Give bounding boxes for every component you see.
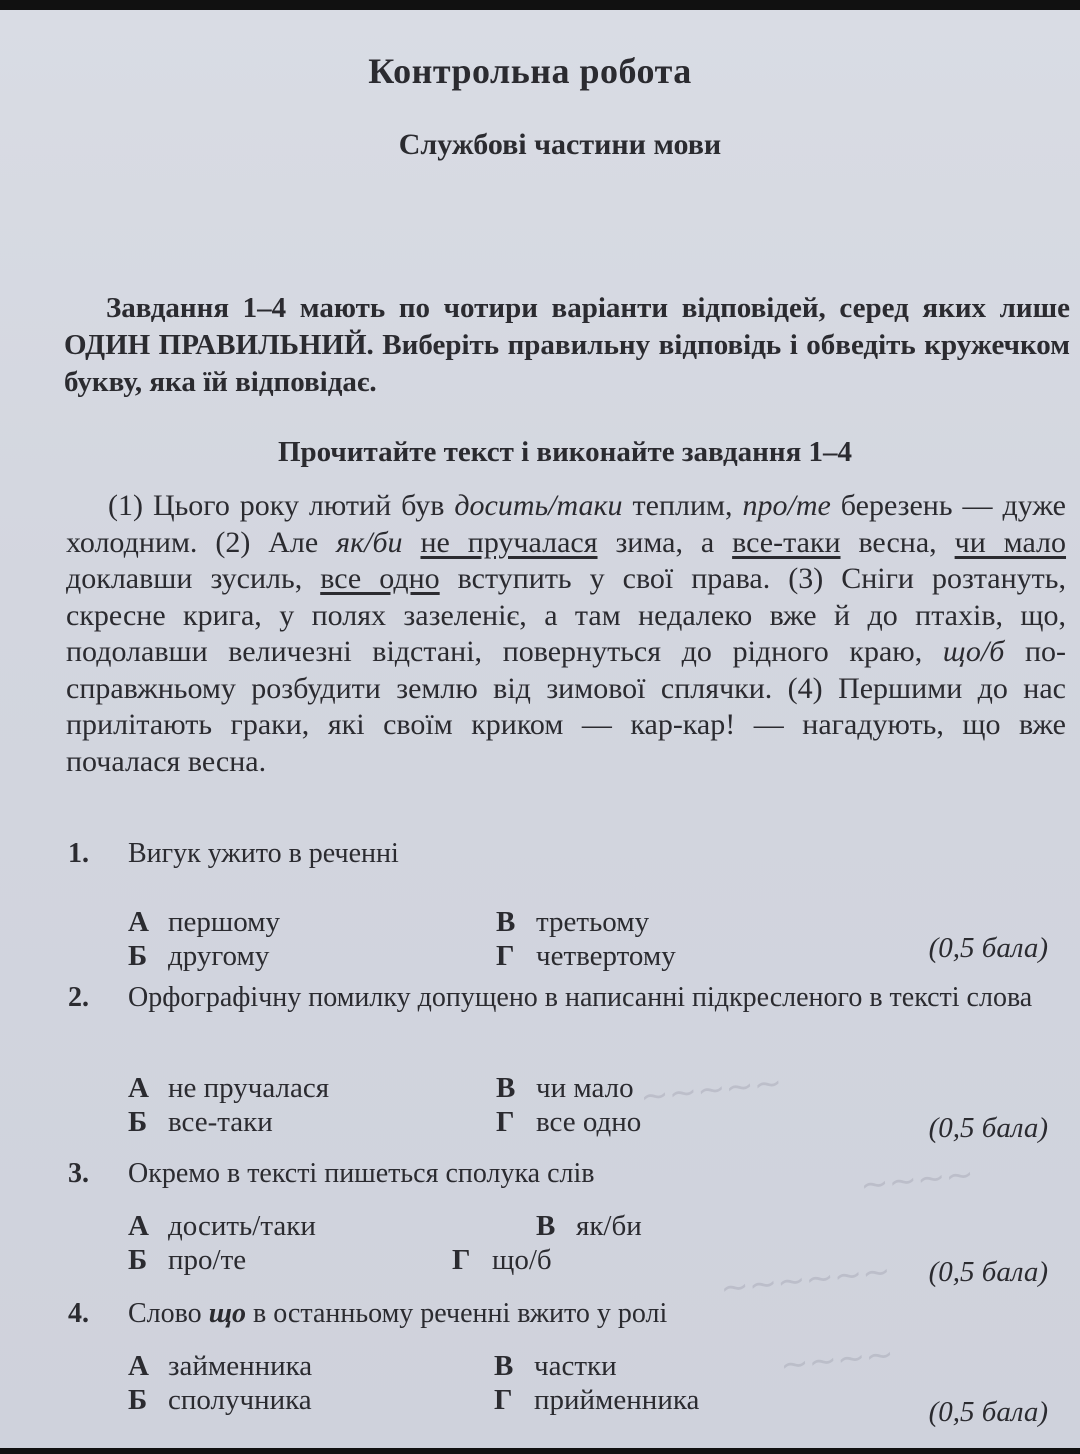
question-text: що xyxy=(208,1298,247,1329)
pencil-scribble: ~~~~~~ xyxy=(718,1251,893,1309)
answer-option-Г[interactable] xyxy=(496,1106,641,1139)
answer-option-А[interactable] xyxy=(128,906,280,939)
option-letter: В xyxy=(496,1072,516,1104)
underlined-word: не пручалася xyxy=(420,525,598,559)
task-question xyxy=(128,1298,1058,1330)
option-text: першому xyxy=(168,906,281,938)
option-letter: В xyxy=(536,1210,556,1242)
underlined-word: чи мало xyxy=(954,525,1067,559)
option-text: прийменника xyxy=(534,1384,700,1416)
question-text: Вигук ужито в реченні xyxy=(128,838,399,869)
italic-word: досить/таки xyxy=(454,489,623,522)
option-letter: Г xyxy=(496,940,515,972)
option-text: частки xyxy=(534,1350,617,1382)
task-points: (0,5 бала) xyxy=(928,1256,1048,1288)
passage-text xyxy=(403,526,421,559)
option-text: чи мало xyxy=(536,1072,634,1104)
option-text: все-таки xyxy=(168,1106,273,1138)
answer-option-В[interactable] xyxy=(496,906,649,939)
question-text: Окремо в тексті пишеться сполука слів xyxy=(128,1158,595,1189)
underlined-word: все-таки xyxy=(732,525,841,559)
option-text: як/би xyxy=(576,1210,642,1242)
task-2 xyxy=(68,982,1058,1152)
option-letter: Б xyxy=(128,1384,148,1416)
answer-option-Г[interactable] xyxy=(452,1244,552,1277)
answer-option-Г[interactable] xyxy=(494,1384,699,1417)
option-text: займенника xyxy=(168,1350,313,1382)
option-text: все одно xyxy=(536,1106,642,1138)
task-question xyxy=(128,982,1058,1014)
passage-text: зима, а xyxy=(597,525,733,559)
option-letter: В xyxy=(494,1350,514,1382)
answer-option-Б[interactable] xyxy=(128,1384,312,1417)
option-text: не пручалася xyxy=(168,1072,330,1104)
option-letter: В xyxy=(496,906,516,938)
task-number: 4. xyxy=(68,1298,89,1329)
passage-text: (1) Цього року лютий був xyxy=(108,489,455,522)
answer-option-А[interactable] xyxy=(128,1072,329,1105)
option-text: про/те xyxy=(168,1244,247,1276)
reading-heading: Прочитайте текст і виконайте завдання 1–4 xyxy=(277,436,853,468)
task-1 xyxy=(68,838,1058,972)
question-text: Орфографічну помилку допущено в написанні підкресленого в тексті слова xyxy=(128,982,1033,1013)
pencil-scribble: ~~~~ xyxy=(858,1154,976,1206)
answer-option-Б[interactable] xyxy=(128,1244,246,1277)
task-points: (0,5 бала) xyxy=(928,1112,1048,1144)
answer-option-В[interactable] xyxy=(496,1072,634,1105)
option-letter: А xyxy=(128,906,149,938)
reading-passage xyxy=(66,488,1066,780)
task-number: 3. xyxy=(68,1158,89,1189)
task-points: (0,5 бала) xyxy=(928,932,1048,964)
passage-text: доклавши зусиль, xyxy=(66,562,321,595)
option-text: четвертому xyxy=(536,940,676,972)
option-letter: Г xyxy=(494,1384,513,1416)
page-subtitle: Службові частини мови xyxy=(398,128,722,161)
answer-option-А[interactable] xyxy=(128,1350,312,1383)
task-number: 1. xyxy=(68,838,89,869)
option-text: що/б xyxy=(492,1244,552,1276)
passage-text: вступить у свої права. (3) Сніги розтануть, скресне крига, у полях зазеленіє, а там недалеко вже й до птахів, що, подолавши величезні відстані, повернуться до рідного краю, xyxy=(66,562,1066,668)
task-points: (0,5 бала) xyxy=(928,1396,1048,1428)
page-title: Контрольна робота xyxy=(368,51,692,91)
instructions-paragraph: Завдання 1–4 мають по чотири варіанти відповідей, серед яких лише ОДИН ПРАВИЛЬНИЙ. Виберіть правильну відповідь і обведіть кружечком букву, яка їй відповідає. xyxy=(64,292,1070,398)
task-4 xyxy=(68,1298,1058,1436)
passage-text: теплим, xyxy=(622,489,743,522)
option-letter: Б xyxy=(128,1244,148,1276)
option-letter: А xyxy=(128,1072,149,1104)
option-letter: Б xyxy=(128,1106,148,1138)
question-text: Слово xyxy=(128,1298,209,1329)
answer-option-Б[interactable] xyxy=(128,1106,273,1139)
pencil-scribble: ~~~~~ xyxy=(638,1062,785,1118)
option-letter: А xyxy=(128,1210,149,1242)
italic-word: що/б xyxy=(942,635,1005,668)
pencil-scribble: ~~~~ xyxy=(778,1334,896,1386)
passage-text: по-справжньому розбудити землю від зимової сплячки. (4) Першими до нас прилітають граки, які своїм криком — кар-кар! — нагадують, що вже почалася весна. xyxy=(66,635,1066,778)
italic-word: про/те xyxy=(742,489,831,522)
underlined-word: все одно xyxy=(320,562,440,595)
option-letter: Г xyxy=(496,1106,515,1138)
option-text: третьому xyxy=(536,906,650,938)
passage-text: березень — дуже холодним. (2) Але xyxy=(66,489,1066,559)
option-text: досить/таки xyxy=(168,1210,316,1242)
worksheet-page xyxy=(0,10,1080,1448)
answer-option-Б[interactable] xyxy=(128,940,269,973)
answer-option-Г[interactable] xyxy=(496,940,676,973)
option-text: другому xyxy=(168,940,270,972)
option-text: сполучника xyxy=(168,1384,312,1416)
task-question xyxy=(128,1158,1058,1190)
option-letter: Б xyxy=(128,940,148,972)
option-letter: Г xyxy=(452,1244,471,1276)
task-3 xyxy=(68,1158,1058,1296)
passage-text: весна, xyxy=(840,525,955,559)
task-question xyxy=(128,838,1058,870)
answer-option-В[interactable] xyxy=(494,1350,617,1383)
question-text: в останньому реченні вжито у ролі xyxy=(246,1298,668,1329)
option-letter: А xyxy=(128,1350,149,1382)
task-number: 2. xyxy=(68,982,89,1013)
answer-option-В[interactable] xyxy=(536,1210,642,1243)
answer-option-А[interactable] xyxy=(128,1210,316,1243)
italic-word: як/би xyxy=(336,525,403,559)
